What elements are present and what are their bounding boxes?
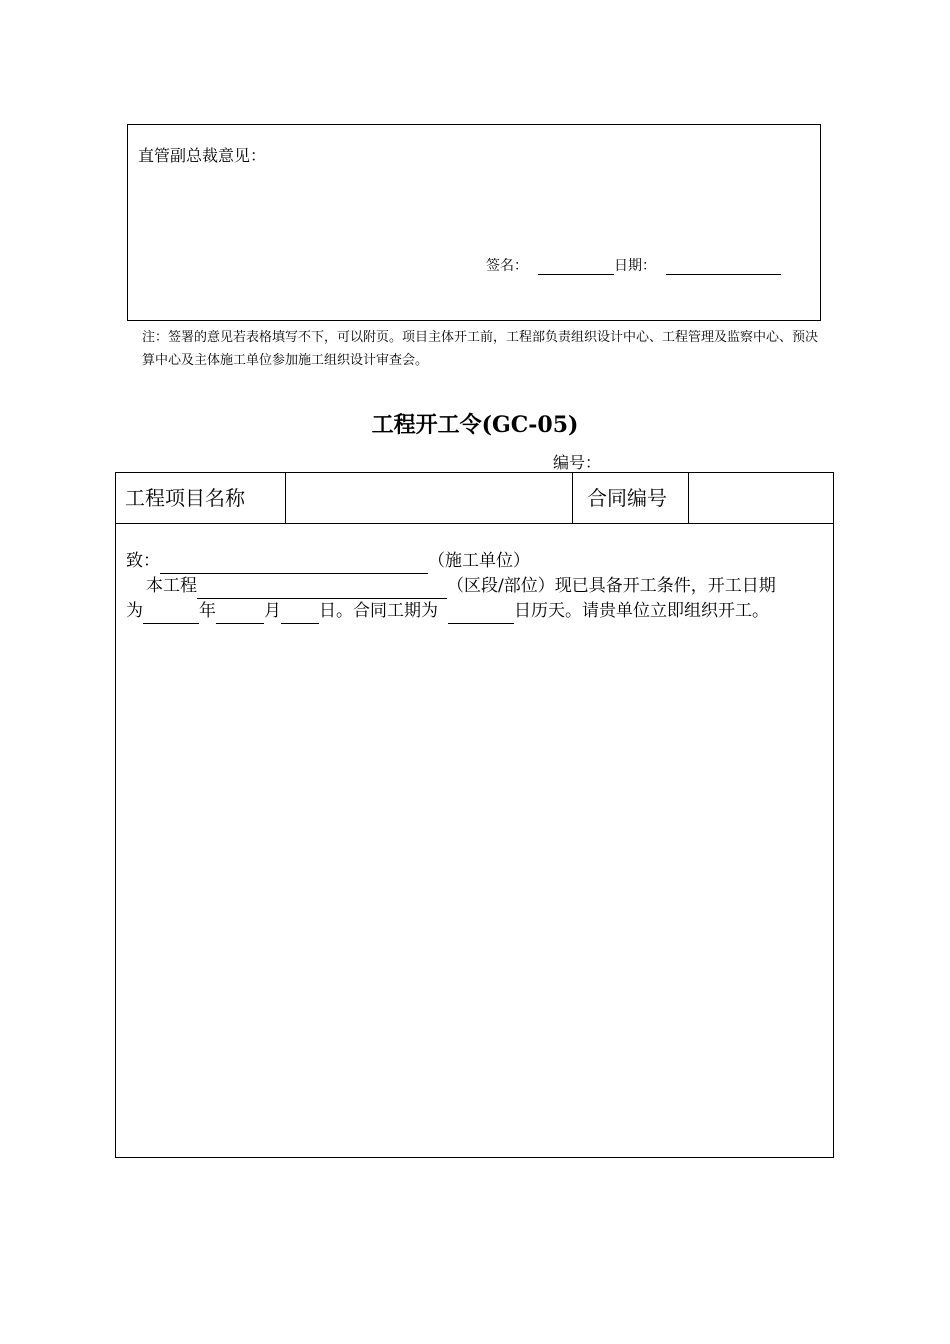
duration-field[interactable] [448,603,514,624]
year-label: 年 [199,601,216,621]
signature-row [486,255,781,275]
note-text: 注：签署的意见若表格填写不下，可以附页。项目主体开工前，工程部负责组织设计中心、工程管理及监察中心、预决算中心及主体施工单位参加施工组织设计审查会。 [142,330,819,368]
form-title: 工程开工令(GC-05) [371,412,579,438]
number-label: 编号： [553,453,602,472]
to-suffix: （施工单位） [428,551,530,571]
day-text: 日。合同工期为 [319,601,438,621]
vp-opinion-box [127,124,821,321]
closing-text: 日历天。请贵单位立即组织开工。 [514,601,769,621]
line3-prefix: 为 [126,601,143,621]
project-name-field[interactable] [286,473,573,523]
date-field[interactable] [666,258,781,275]
date-line [126,599,826,624]
contractor-field[interactable] [160,553,428,574]
form-body [126,549,826,624]
line2-suffix: （区段/部位）现已具备开工条件，开工日期 [447,576,776,596]
month-label: 月 [264,601,281,621]
line2-prefix: 本工程 [146,576,197,596]
contract-number-field[interactable] [689,473,833,523]
signature-label: 签名： [486,258,528,274]
form-header-row [116,473,833,524]
project-line [126,574,826,599]
month-field[interactable] [216,603,264,624]
vp-opinion-label: 直管副总裁意见： [138,146,267,165]
to-prefix: 致： [126,551,160,571]
start-order-form [115,472,834,1158]
project-name-label: 工程项目名称 [116,473,286,523]
signature-field[interactable] [538,258,614,275]
contract-number-label: 合同编号 [573,473,689,523]
year-field[interactable] [143,603,199,624]
day-field[interactable] [281,603,319,624]
to-line [126,549,826,574]
date-label: 日期： [614,258,656,274]
section-field[interactable] [197,578,447,599]
